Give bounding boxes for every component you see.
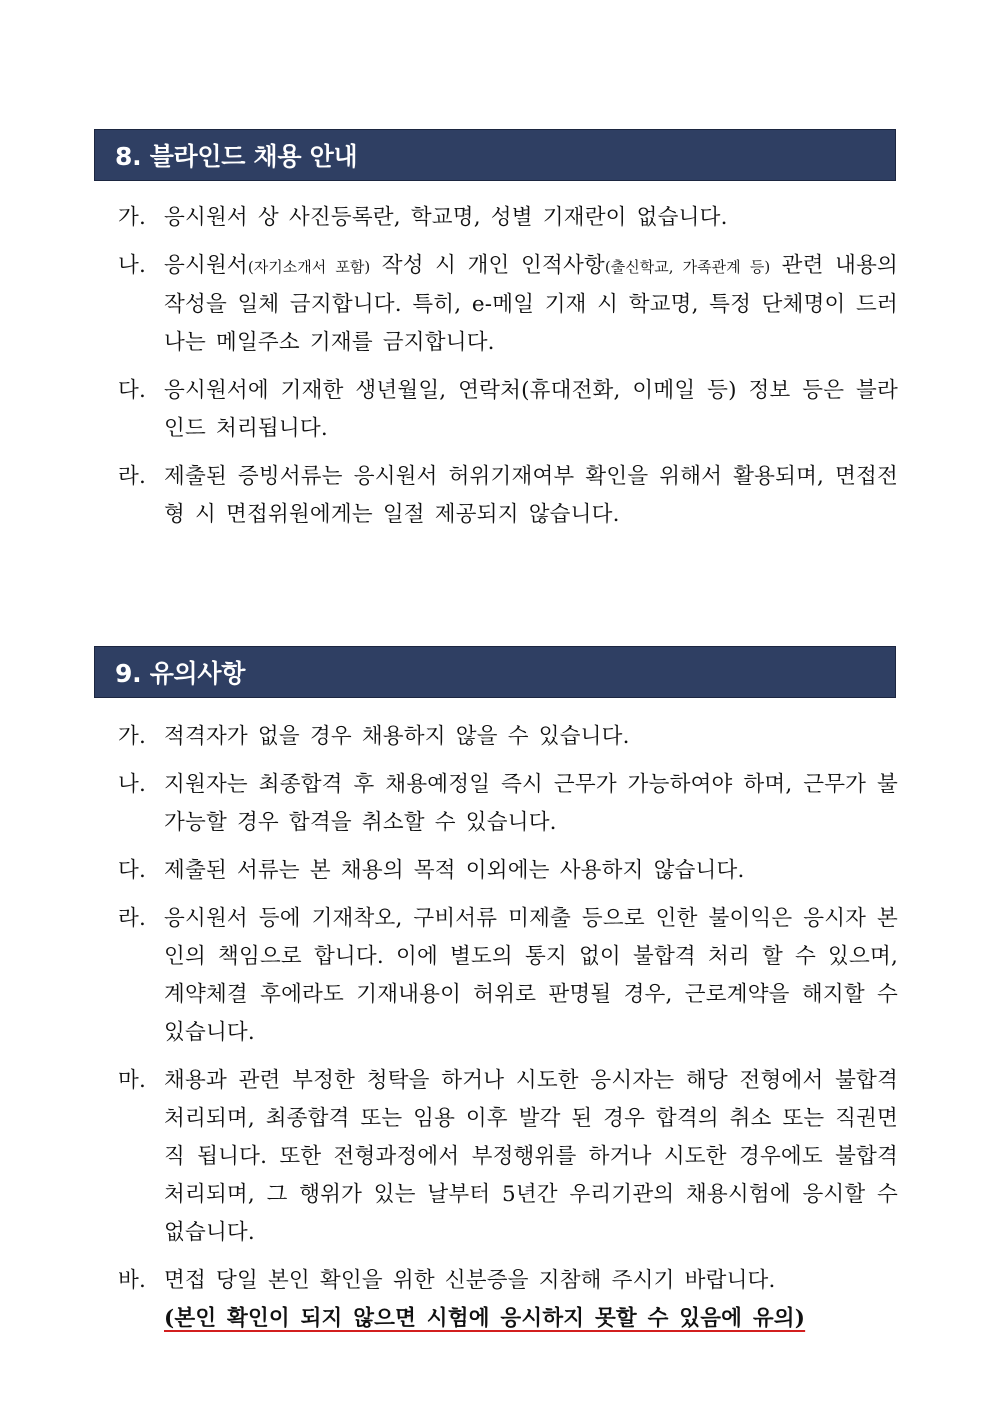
section-8-title: 8. 블라인드 채용 안내 bbox=[115, 142, 358, 171]
item-marker: 다. bbox=[118, 378, 147, 403]
item-text: 면접 당일 본인 확인을 위한 신분증을 지참해 주시기 바랍니다. bbox=[164, 1268, 776, 1293]
item-marker: 가. bbox=[118, 205, 147, 230]
list-item bbox=[118, 766, 898, 842]
list-item bbox=[118, 900, 898, 1052]
item-text: 채용과 관련 부정한 청탁을 하거나 시도한 응시자는 해당 전형에서 불합격 처리되며, 최종합격 또는 임용 이후 발각 된 경우 합격의 취소 또는 직권면직 됩니다. 또한 전형과정에서 부정행위를 하거나 시도한 경우에도 불합격 처리되며, 그 행위가 있는 날부터 5년간 우리기관의 채용시험에 응시할 수 없습니다. bbox=[164, 1068, 898, 1245]
item-marker: 다. bbox=[118, 858, 147, 883]
section-9-header bbox=[94, 646, 896, 698]
section-8-list bbox=[118, 199, 898, 544]
item-marker: 나. bbox=[118, 253, 147, 278]
list-item bbox=[118, 1062, 898, 1252]
list-item bbox=[118, 199, 898, 237]
list-item bbox=[118, 372, 898, 448]
item-marker: 바. bbox=[118, 1268, 147, 1293]
item-text-small: (출신학교, 가족관계 등) bbox=[604, 258, 771, 276]
list-item bbox=[118, 247, 898, 362]
item-text: 제출된 증빙서류는 응시원서 허위기재여부 확인을 위해서 활용되며, 면접전형 시 면접위원에게는 일절 제공되지 않습니다. bbox=[164, 464, 898, 527]
warning-note: (본인 확인이 되지 않으면 시험에 응시하지 못할 수 있음에 유의) bbox=[164, 1306, 806, 1331]
section-8-header bbox=[94, 129, 896, 181]
list-item bbox=[118, 458, 898, 534]
section-9-title: 9. 유의사항 bbox=[115, 659, 246, 688]
item-marker: 라. bbox=[118, 906, 147, 931]
item-text: 응시원서에 기재한 생년월일, 연락처(휴대전화, 이메일 등) 정보 등은 블라인드 처리됩니다. bbox=[164, 378, 898, 441]
item-text-part: 관련 내용의 작성을 일체 금지합니다. 특히, e-메일 기재 시 학교명, 특정 단체명이 드러나는 메일주소 기재를 금지합니다. bbox=[164, 253, 899, 355]
item-marker: 가. bbox=[118, 724, 147, 749]
item-marker: 마. bbox=[118, 1068, 147, 1093]
item-text: 응시원서 등에 기재착오, 구비서류 미제출 등으로 인한 불이익은 응시자 본인의 책임으로 합니다. 이에 별도의 통지 없이 불합격 처리 할 수 있으며, 계약체결 후에라도 기재내용이 허위로 판명될 경우, 근로계약을 해지할 수 있습니다. bbox=[164, 906, 898, 1045]
item-text: 제출된 서류는 본 채용의 목적 이외에는 사용하지 않습니다. bbox=[164, 858, 745, 883]
item-text: 적격자가 없을 경우 채용하지 않을 수 있습니다. bbox=[164, 724, 630, 749]
list-item bbox=[118, 718, 898, 756]
list-item bbox=[118, 852, 898, 890]
item-text: 응시원서 상 사진등록란, 학교명, 성별 기재란이 없습니다. bbox=[164, 205, 728, 230]
item-marker: 라. bbox=[118, 464, 147, 489]
item-marker: 나. bbox=[118, 772, 147, 797]
section-9-list bbox=[118, 718, 898, 1348]
item-text-part: 응시원서 bbox=[164, 253, 248, 278]
list-item bbox=[118, 1262, 898, 1338]
item-text-small: (자기소개서 포함) bbox=[247, 258, 371, 276]
item-text: 지원자는 최종합격 후 채용예정일 즉시 근무가 가능하여야 하며, 근무가 불가능할 경우 합격을 취소할 수 있습니다. bbox=[164, 772, 898, 835]
item-text-part: 작성 시 개인 인적사항 bbox=[370, 253, 605, 278]
